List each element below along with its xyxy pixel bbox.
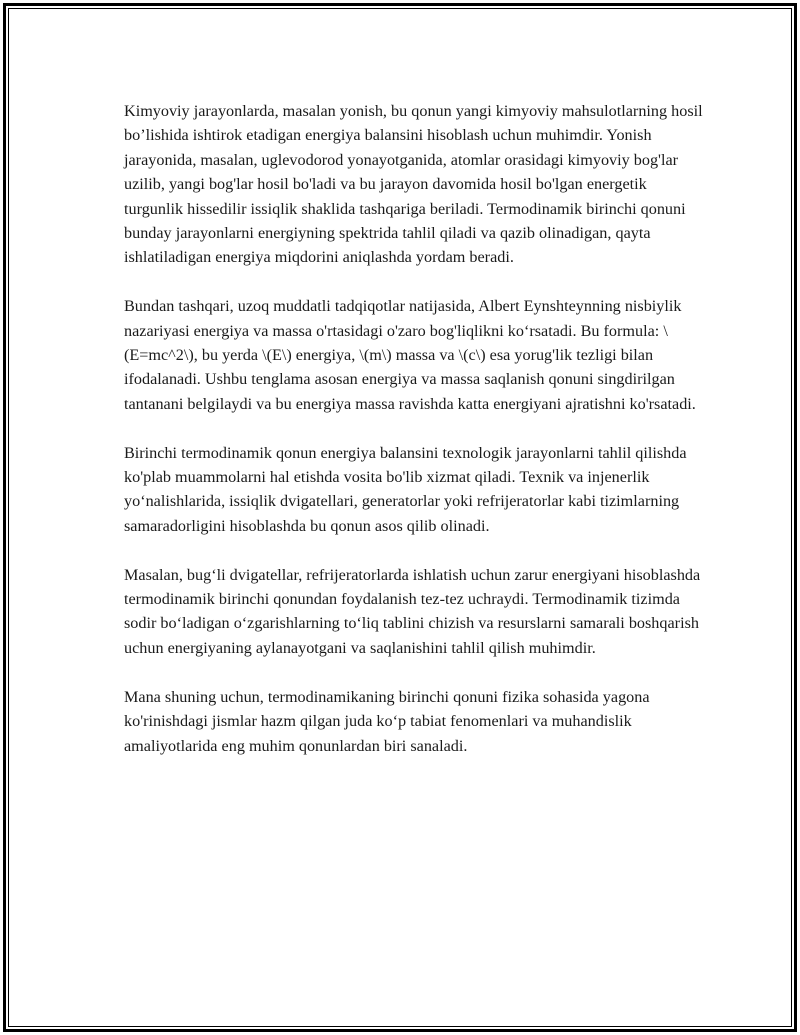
paragraph-4: Masalan, bug‘li dvigatellar, refrijeratorlarda ishlatish uchun zarur energiyani hisoblashda termodinamik birinchi qonundan foydalanish tez-tez uchraydi. Termodinamik tizimda sodir bo‘ladigan o‘zgarishlarning to‘liq tablini chizish va resurslarni samarali boshqarish uchun energiyaning aylanayotgani va saqlanishini tahlil qilish muhimdir. [124, 565, 701, 657]
paragraph-5: Mana shuning uchun, termodinamikaning birinchi qonuni fizika sohasida yagona ko'rinishdagi jismlar hazm qilgan juda ko‘p tabiat fenomenlari va muhandislik amaliyotlarida eng muhim qonunlardan biri sanaladi. [124, 687, 650, 755]
paragraph-1: Kimyoviy jarayonlarda, masalan yonish, bu qonun yangi kimyoviy mahsulotlarning hosil bo’lishida ishtirok etadigan energiya balansini hisoblash uchun muhimdir. Yonish jarayonida, masalan, uglevodorod yonayotganida, atomlar orasidagi kimyoviy bog'lar uzilib, yangi bog'lar hosil bo'ladi va bu jarayon davomida hosil bo'lgan energetik turgunlik hissedilir issiqlik shaklida tashqariga beriladi. Termodinamik birinchi qonuni bunday jarayonlarni energiyning spektrida tahlil qiladi va qazib olinadigan, qayta ishlatiladigan energiya miqdorini aniqlashda yordam beradi. [124, 102, 703, 267]
paragraph-2: Bundan tashqari, uzoq muddatli tadqiqotlar natijasida, Albert Eynshteynning nisbiylik nazariyasi energiya va massa o'rtasidagi o'zaro bog'liqlikni ko‘rsatadi. Bu formula: \(E=mc^2\), bu yerda \(E\) energiya, \(m\) massa va \(c\) esa yorug'lik tezligi bilan ifodalanadi. Ushbu tenglama asosan energiya va massa saqlanish qonuni singdirilgan tantanani belgilaydi va bu energiya massa ravishda katta energiyani ajratishni ko'rsatadi. [124, 297, 696, 413]
document-body [124, 99, 704, 782]
page-border [3, 3, 797, 1032]
paragraph-3: Birinchi termodinamik qonun energiya balansini texnologik jarayonlarni tahlil qilishda ko'plab muammolarni hal etishda vosita bo'lib xizmat qiladi. Texnik va injenerlik yo‘nalishlarida, issiqlik dvigatellari, generatorlar yoki refrijeratorlar kabi tizimlarning samaradorligini hisoblashda bu qonun asos qilib olinadi. [124, 443, 687, 535]
